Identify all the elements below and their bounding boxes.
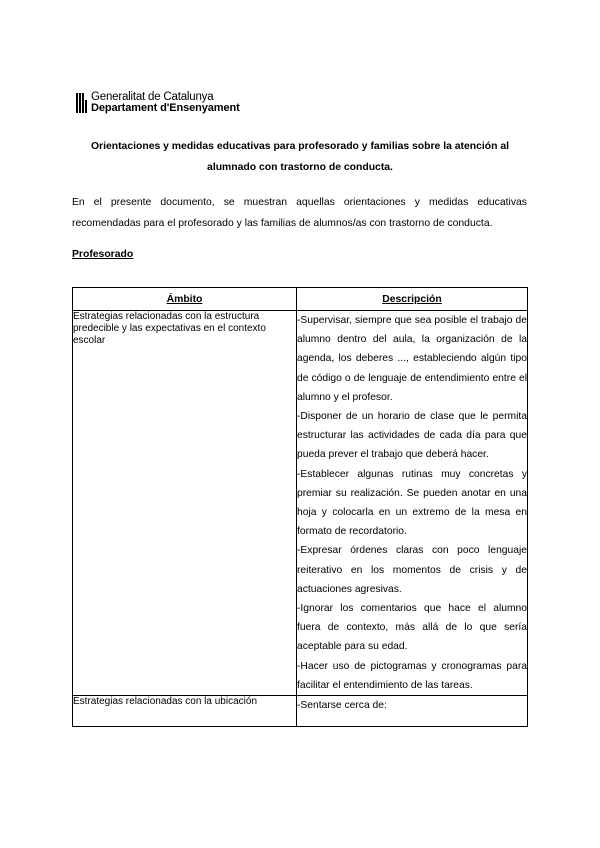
logo-text (91, 92, 240, 114)
document-title: Orientaciones y medidas educativas para profesorado y familias sobre la atención al alumnado con trastorno de conducta. (90, 141, 510, 173)
ambito-cell: Estrategias relacionadas con la estructura predecible y las expectativas en el contexto escolar (73, 311, 297, 696)
header-ambito: Ámbito (73, 288, 297, 311)
header-logo (76, 92, 240, 118)
table-row (73, 311, 528, 696)
header-descripcion: Descripción (297, 288, 528, 311)
descripcion-cell (297, 696, 528, 727)
table-header-row (73, 288, 528, 311)
table-row (73, 696, 528, 727)
descripcion-item: -Establecer algunas rutinas muy concretas y premiar su realización. Se pueden anotar en una hoja y colocarla en un extremo de la mesa en formato de recordatorio. (297, 468, 527, 538)
section-heading-profesorado: Profesorado (72, 249, 134, 260)
descripcion-item: -Hacer uso de pictogramas y cronogramas para facilitar el entendimiento de las tareas. (297, 660, 527, 691)
intro-paragraph: En el presente documento, se muestran aquellas orientaciones y medidas educativas recomendadas para el profesorado y las familias de alumnos/as con trastorno de conducta. (72, 197, 527, 229)
logo-line2: Departament d'Ensenyament (91, 102, 240, 114)
descripcion-item: -Sentarse cerca de: (297, 700, 387, 712)
descripcion-cell (297, 311, 528, 696)
measures-table (72, 287, 528, 727)
logo-line1: Generalitat de Catalunya (91, 91, 214, 103)
generalitat-emblem-icon (76, 93, 87, 113)
descripcion-item: -Ignorar los comentarios que hace el alumno fuera de contexto, más allá de lo que sería aceptable para su edad. (297, 603, 527, 653)
descripcion-item: -Disponer de un horario de clase que le permita estructurar las actividades de cada día para que pueda prever el trabajo que deberá hacer. (297, 411, 527, 461)
descripcion-item: -Supervisar, siempre que sea posible el trabajo de alumno dentro del aula, la organización de la agenda, los deberes ..., estableciendo algún tipo de código o de lenguaje de entendimiento entre el alumno y el profesor. (297, 315, 527, 403)
ambito-cell: Estrategias relacionadas con la ubicación (73, 696, 297, 727)
descripcion-item: -Expresar órdenes claras con poco lenguaje reiterativo en los momentos de crisis y de actuaciones agresivas. (297, 545, 527, 595)
